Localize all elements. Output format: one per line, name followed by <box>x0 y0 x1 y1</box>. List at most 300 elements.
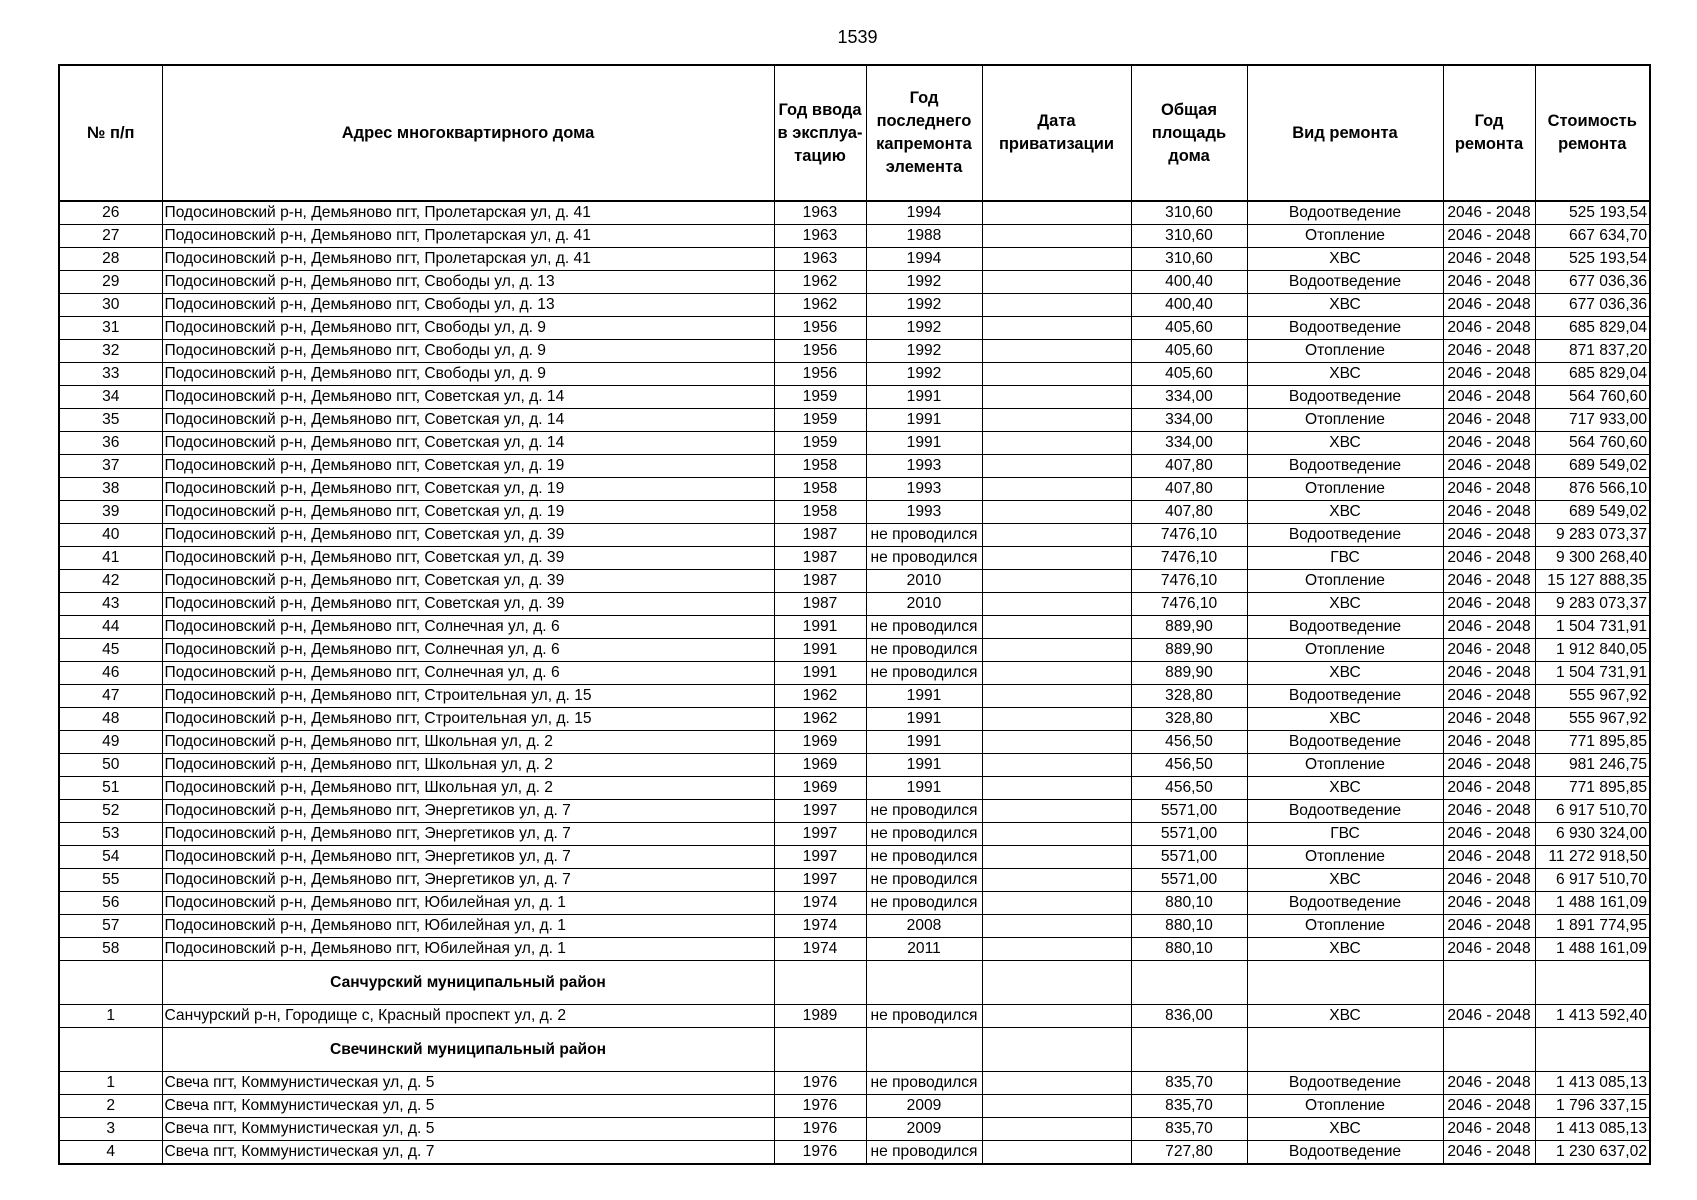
row-year-last-repair: 1991 <box>866 685 982 708</box>
empty-cell <box>1131 961 1247 1005</box>
row-address: Подосиновский р-н, Демьяново пгт, Солнечная ул, д. 6 <box>162 616 774 639</box>
row-repair-year: 2046 - 2048 <box>1443 432 1535 455</box>
row-cost: 689 549,02 <box>1535 501 1650 524</box>
row-cost: 677 036,36 <box>1535 271 1650 294</box>
row-address: Подосиновский р-н, Демьяново пгт, Свободы ул, д. 9 <box>162 340 774 363</box>
repair-register-table <box>58 64 1651 1165</box>
row-address: Подосиновский р-н, Демьяново пгт, Советская ул, д. 14 <box>162 432 774 455</box>
row-cost: 1 504 731,91 <box>1535 616 1650 639</box>
row-cost: 564 760,60 <box>1535 432 1650 455</box>
row-repair-type: ХВС <box>1247 363 1443 386</box>
row-year-last-repair: 1993 <box>866 501 982 524</box>
row-year-last-repair: 1991 <box>866 386 982 409</box>
row-repair-year: 2046 - 2048 <box>1443 1118 1535 1141</box>
row-year-last-repair: не проводился <box>866 892 982 915</box>
row-repair-type: ХВС <box>1247 294 1443 317</box>
row-privatization <box>982 363 1131 386</box>
row-area: 456,50 <box>1131 731 1247 754</box>
row-year-built: 1959 <box>774 409 866 432</box>
row-num: 37 <box>59 455 162 478</box>
row-privatization <box>982 1141 1131 1165</box>
row-privatization <box>982 754 1131 777</box>
row-address: Подосиновский р-н, Демьяново пгт, Пролетарская ул, д. 41 <box>162 201 774 225</box>
row-address: Свеча пгт, Коммунистическая ул, д. 5 <box>162 1095 774 1118</box>
row-repair-year: 2046 - 2048 <box>1443 524 1535 547</box>
row-repair-type: Водоотведение <box>1247 455 1443 478</box>
row-year-last-repair: 1991 <box>866 708 982 731</box>
row-num: 31 <box>59 317 162 340</box>
row-repair-type: Водоотведение <box>1247 201 1443 225</box>
table-row <box>59 685 1650 708</box>
row-year-built: 1962 <box>774 294 866 317</box>
row-area: 835,70 <box>1131 1072 1247 1095</box>
row-repair-type: Отопление <box>1247 570 1443 593</box>
row-num: 43 <box>59 593 162 616</box>
row-address: Подосиновский р-н, Демьяново пгт, Советская ул, д. 39 <box>162 547 774 570</box>
row-area: 407,80 <box>1131 455 1247 478</box>
table-row <box>59 547 1650 570</box>
row-privatization <box>982 708 1131 731</box>
row-num: 52 <box>59 800 162 823</box>
row-address: Подосиновский р-н, Демьяново пгт, Советская ул, д. 14 <box>162 386 774 409</box>
row-year-last-repair: 1993 <box>866 455 982 478</box>
row-repair-type: Отопление <box>1247 478 1443 501</box>
row-area: 328,80 <box>1131 708 1247 731</box>
row-cost: 1 413 085,13 <box>1535 1118 1650 1141</box>
row-address: Свеча пгт, Коммунистическая ул, д. 7 <box>162 1141 774 1165</box>
row-privatization <box>982 1095 1131 1118</box>
row-year-built: 1969 <box>774 731 866 754</box>
row-year-built: 1974 <box>774 915 866 938</box>
row-num: 51 <box>59 777 162 800</box>
empty-cell <box>1247 1028 1443 1072</box>
row-cost: 6 930 324,00 <box>1535 823 1650 846</box>
table-row <box>59 639 1650 662</box>
row-area: 456,50 <box>1131 777 1247 800</box>
row-cost: 1 413 592,40 <box>1535 1005 1650 1028</box>
row-num: 56 <box>59 892 162 915</box>
row-repair-year: 2046 - 2048 <box>1443 662 1535 685</box>
table-row <box>59 708 1650 731</box>
row-privatization <box>982 478 1131 501</box>
row-year-built: 1974 <box>774 892 866 915</box>
row-privatization <box>982 846 1131 869</box>
row-area: 7476,10 <box>1131 570 1247 593</box>
row-year-last-repair: не проводился <box>866 823 982 846</box>
row-address: Подосиновский р-н, Демьяново пгт, Строительная ул, д. 15 <box>162 708 774 731</box>
row-num: 49 <box>59 731 162 754</box>
row-year-last-repair: не проводился <box>866 639 982 662</box>
row-privatization <box>982 616 1131 639</box>
empty-cell <box>1535 961 1650 1005</box>
row-repair-year: 2046 - 2048 <box>1443 938 1535 961</box>
row-year-last-repair: не проводился <box>866 1005 982 1028</box>
table-row <box>59 1118 1650 1141</box>
row-address: Подосиновский р-н, Демьяново пгт, Свободы ул, д. 9 <box>162 317 774 340</box>
row-area: 889,90 <box>1131 639 1247 662</box>
row-year-built: 1969 <box>774 754 866 777</box>
header-num: № п/п <box>59 65 162 201</box>
row-num: 34 <box>59 386 162 409</box>
row-repair-type: Водоотведение <box>1247 800 1443 823</box>
row-repair-year: 2046 - 2048 <box>1443 570 1535 593</box>
row-area: 334,00 <box>1131 432 1247 455</box>
row-address: Подосиновский р-н, Демьяново пгт, Свободы ул, д. 13 <box>162 271 774 294</box>
row-privatization <box>982 570 1131 593</box>
row-repair-type: ХВС <box>1247 432 1443 455</box>
row-cost: 871 837,20 <box>1535 340 1650 363</box>
empty-cell <box>774 1028 866 1072</box>
row-privatization <box>982 294 1131 317</box>
row-year-last-repair: не проводился <box>866 524 982 547</box>
empty-cell <box>1535 1028 1650 1072</box>
table-row <box>59 846 1650 869</box>
row-year-built: 1963 <box>774 248 866 271</box>
row-year-built: 1963 <box>774 225 866 248</box>
row-cost: 1 796 337,15 <box>1535 1095 1650 1118</box>
row-num: 44 <box>59 616 162 639</box>
row-area: 836,00 <box>1131 1005 1247 1028</box>
row-repair-year: 2046 - 2048 <box>1443 225 1535 248</box>
header-year-built: Год ввода в эксплуа-тацию <box>774 65 866 201</box>
table-row <box>59 869 1650 892</box>
table-row <box>59 340 1650 363</box>
row-repair-year: 2046 - 2048 <box>1443 201 1535 225</box>
row-area: 5571,00 <box>1131 800 1247 823</box>
row-num: 42 <box>59 570 162 593</box>
row-year-built: 1987 <box>774 547 866 570</box>
row-num: 55 <box>59 869 162 892</box>
empty-cell <box>59 1028 162 1072</box>
row-num: 29 <box>59 271 162 294</box>
row-privatization <box>982 409 1131 432</box>
row-year-built: 1989 <box>774 1005 866 1028</box>
row-address: Подосиновский р-н, Демьяново пгт, Энергетиков ул, д. 7 <box>162 800 774 823</box>
row-num: 47 <box>59 685 162 708</box>
row-repair-year: 2046 - 2048 <box>1443 846 1535 869</box>
row-num: 36 <box>59 432 162 455</box>
row-num: 30 <box>59 294 162 317</box>
row-privatization <box>982 685 1131 708</box>
row-year-built: 1991 <box>774 662 866 685</box>
row-area: 405,60 <box>1131 317 1247 340</box>
row-address: Подосиновский р-н, Демьяново пгт, Строительная ул, д. 15 <box>162 685 774 708</box>
row-area: 334,00 <box>1131 409 1247 432</box>
row-repair-type: Отопление <box>1247 915 1443 938</box>
table-row <box>59 201 1650 225</box>
table-row <box>59 524 1650 547</box>
row-repair-year: 2046 - 2048 <box>1443 386 1535 409</box>
row-repair-type: Отопление <box>1247 225 1443 248</box>
row-repair-year: 2046 - 2048 <box>1443 547 1535 570</box>
table-row <box>59 1141 1650 1165</box>
row-address: Подосиновский р-н, Демьяново пгт, Советская ул, д. 39 <box>162 570 774 593</box>
row-address: Подосиновский р-н, Демьяново пгт, Юбилейная ул, д. 1 <box>162 892 774 915</box>
row-repair-year: 2046 - 2048 <box>1443 593 1535 616</box>
row-address: Подосиновский р-н, Демьяново пгт, Солнечная ул, д. 6 <box>162 662 774 685</box>
row-repair-year: 2046 - 2048 <box>1443 708 1535 731</box>
row-cost: 981 246,75 <box>1535 754 1650 777</box>
row-repair-type: Водоотведение <box>1247 731 1443 754</box>
row-num: 4 <box>59 1141 162 1165</box>
row-area: 7476,10 <box>1131 547 1247 570</box>
row-privatization <box>982 915 1131 938</box>
row-year-last-repair: 1994 <box>866 248 982 271</box>
row-year-built: 1997 <box>774 846 866 869</box>
row-address: Подосиновский р-н, Демьяново пгт, Свободы ул, д. 13 <box>162 294 774 317</box>
row-address: Подосиновский р-н, Демьяново пгт, Советская ул, д. 39 <box>162 524 774 547</box>
header-repair-year: Год ремонта <box>1443 65 1535 201</box>
row-repair-type: Отопление <box>1247 846 1443 869</box>
row-cost: 689 549,02 <box>1535 455 1650 478</box>
row-repair-type: Водоотведение <box>1247 524 1443 547</box>
row-num: 38 <box>59 478 162 501</box>
row-area: 5571,00 <box>1131 846 1247 869</box>
row-privatization <box>982 593 1131 616</box>
row-num: 46 <box>59 662 162 685</box>
row-address: Подосиновский р-н, Демьяново пгт, Советская ул, д. 19 <box>162 455 774 478</box>
row-address: Подосиновский р-н, Демьяново пгт, Солнечная ул, д. 6 <box>162 639 774 662</box>
table-row <box>59 432 1650 455</box>
row-cost: 1 488 161,09 <box>1535 938 1650 961</box>
row-area: 880,10 <box>1131 938 1247 961</box>
row-repair-year: 2046 - 2048 <box>1443 892 1535 915</box>
row-address: Подосиновский р-н, Демьяново пгт, Школьная ул, д. 2 <box>162 731 774 754</box>
row-area: 310,60 <box>1131 201 1247 225</box>
table-row <box>59 616 1650 639</box>
row-year-last-repair: 1991 <box>866 777 982 800</box>
empty-cell <box>1131 1028 1247 1072</box>
table-row <box>59 800 1650 823</box>
row-year-last-repair: 2008 <box>866 915 982 938</box>
empty-cell <box>982 961 1131 1005</box>
row-num: 32 <box>59 340 162 363</box>
row-privatization <box>982 386 1131 409</box>
row-repair-year: 2046 - 2048 <box>1443 363 1535 386</box>
table-row <box>59 317 1650 340</box>
row-privatization <box>982 892 1131 915</box>
row-repair-type: ХВС <box>1247 869 1443 892</box>
row-repair-year: 2046 - 2048 <box>1443 248 1535 271</box>
row-repair-type: Отопление <box>1247 754 1443 777</box>
row-year-built: 1987 <box>774 524 866 547</box>
row-address: Подосиновский р-н, Демьяново пгт, Советская ул, д. 19 <box>162 478 774 501</box>
row-cost: 9 283 073,37 <box>1535 593 1650 616</box>
row-repair-year: 2046 - 2048 <box>1443 409 1535 432</box>
table-row <box>59 1095 1650 1118</box>
row-cost: 685 829,04 <box>1535 363 1650 386</box>
row-privatization <box>982 547 1131 570</box>
row-num: 3 <box>59 1118 162 1141</box>
row-privatization <box>982 800 1131 823</box>
row-area: 405,60 <box>1131 340 1247 363</box>
row-cost: 555 967,92 <box>1535 708 1650 731</box>
row-repair-type: Отопление <box>1247 340 1443 363</box>
row-privatization <box>982 524 1131 547</box>
row-privatization <box>982 455 1131 478</box>
header-cost: Стоимость ремонта <box>1535 65 1650 201</box>
row-privatization <box>982 777 1131 800</box>
row-address: Подосиновский р-н, Демьяново пгт, Советская ул, д. 19 <box>162 501 774 524</box>
row-num: 1 <box>59 1072 162 1095</box>
row-cost: 525 193,54 <box>1535 201 1650 225</box>
row-year-built: 1956 <box>774 340 866 363</box>
row-year-last-repair: 2009 <box>866 1118 982 1141</box>
row-privatization <box>982 501 1131 524</box>
row-area: 880,10 <box>1131 915 1247 938</box>
row-repair-year: 2046 - 2048 <box>1443 869 1535 892</box>
table-row <box>59 478 1650 501</box>
table-row <box>59 938 1650 961</box>
row-area: 727,80 <box>1131 1141 1247 1165</box>
row-cost: 685 829,04 <box>1535 317 1650 340</box>
row-year-last-repair: не проводился <box>866 800 982 823</box>
row-year-built: 1976 <box>774 1118 866 1141</box>
empty-cell <box>59 961 162 1005</box>
row-area: 334,00 <box>1131 386 1247 409</box>
table-row <box>59 570 1650 593</box>
row-privatization <box>982 1118 1131 1141</box>
row-area: 835,70 <box>1131 1095 1247 1118</box>
row-year-last-repair: 2011 <box>866 938 982 961</box>
row-year-last-repair: 1991 <box>866 409 982 432</box>
row-area: 456,50 <box>1131 754 1247 777</box>
row-privatization <box>982 201 1131 225</box>
row-num: 39 <box>59 501 162 524</box>
row-address: Подосиновский р-н, Демьяново пгт, Школьная ул, д. 2 <box>162 754 774 777</box>
row-cost: 876 566,10 <box>1535 478 1650 501</box>
row-cost: 6 917 510,70 <box>1535 869 1650 892</box>
row-repair-type: ХВС <box>1247 1005 1443 1028</box>
row-num: 57 <box>59 915 162 938</box>
row-num: 1 <box>59 1005 162 1028</box>
row-privatization <box>982 317 1131 340</box>
row-repair-type: Отопление <box>1247 639 1443 662</box>
row-repair-year: 2046 - 2048 <box>1443 1005 1535 1028</box>
table-row <box>59 363 1650 386</box>
row-repair-year: 2046 - 2048 <box>1443 639 1535 662</box>
row-year-last-repair: 1992 <box>866 294 982 317</box>
row-year-built: 1991 <box>774 616 866 639</box>
row-num: 27 <box>59 225 162 248</box>
row-repair-year: 2046 - 2048 <box>1443 823 1535 846</box>
row-area: 400,40 <box>1131 294 1247 317</box>
row-repair-type: Водоотведение <box>1247 1141 1443 1165</box>
empty-cell <box>866 1028 982 1072</box>
row-year-built: 1959 <box>774 386 866 409</box>
row-year-built: 1956 <box>774 363 866 386</box>
row-num: 40 <box>59 524 162 547</box>
empty-cell <box>1443 961 1535 1005</box>
row-repair-type: ХВС <box>1247 1118 1443 1141</box>
row-area: 7476,10 <box>1131 524 1247 547</box>
row-year-built: 1963 <box>774 201 866 225</box>
row-area: 7476,10 <box>1131 593 1247 616</box>
row-cost: 771 895,85 <box>1535 777 1650 800</box>
district-header-row <box>59 961 1650 1005</box>
row-year-last-repair: 2010 <box>866 570 982 593</box>
row-area: 889,90 <box>1131 662 1247 685</box>
row-repair-type: ХВС <box>1247 777 1443 800</box>
row-cost: 1 413 085,13 <box>1535 1072 1650 1095</box>
row-address: Санчурский р-н, Городище с, Красный проспект ул, д. 2 <box>162 1005 774 1028</box>
row-year-last-repair: 1991 <box>866 754 982 777</box>
row-repair-year: 2046 - 2048 <box>1443 915 1535 938</box>
row-area: 400,40 <box>1131 271 1247 294</box>
row-year-built: 1959 <box>774 432 866 455</box>
row-cost: 667 634,70 <box>1535 225 1650 248</box>
row-year-built: 1958 <box>774 455 866 478</box>
row-year-built: 1991 <box>774 639 866 662</box>
row-year-last-repair: не проводился <box>866 869 982 892</box>
row-cost: 717 933,00 <box>1535 409 1650 432</box>
header-row <box>59 65 1650 201</box>
row-privatization <box>982 731 1131 754</box>
row-cost: 525 193,54 <box>1535 248 1650 271</box>
row-repair-type: ХВС <box>1247 501 1443 524</box>
table-row <box>59 777 1650 800</box>
row-repair-year: 2046 - 2048 <box>1443 616 1535 639</box>
table-row <box>59 409 1650 432</box>
row-num: 53 <box>59 823 162 846</box>
row-year-last-repair: 1992 <box>866 271 982 294</box>
row-address: Свеча пгт, Коммунистическая ул, д. 5 <box>162 1118 774 1141</box>
row-year-last-repair: 1994 <box>866 201 982 225</box>
row-num: 41 <box>59 547 162 570</box>
row-area: 310,60 <box>1131 248 1247 271</box>
row-num: 58 <box>59 938 162 961</box>
row-year-built: 1997 <box>774 800 866 823</box>
row-repair-year: 2046 - 2048 <box>1443 501 1535 524</box>
row-year-built: 1962 <box>774 708 866 731</box>
row-year-last-repair: не проводился <box>866 616 982 639</box>
row-num: 54 <box>59 846 162 869</box>
header-year-last-repair: Год последнего капремонта элемента <box>866 65 982 201</box>
row-area: 310,60 <box>1131 225 1247 248</box>
table-row <box>59 915 1650 938</box>
row-repair-type: ГВС <box>1247 823 1443 846</box>
row-address: Подосиновский р-н, Демьяново пгт, Пролетарская ул, д. 41 <box>162 248 774 271</box>
row-address: Подосиновский р-н, Демьяново пгт, Энергетиков ул, д. 7 <box>162 846 774 869</box>
row-repair-year: 2046 - 2048 <box>1443 478 1535 501</box>
row-year-built: 1997 <box>774 823 866 846</box>
table-row <box>59 386 1650 409</box>
table-row <box>59 731 1650 754</box>
row-num: 50 <box>59 754 162 777</box>
row-cost: 555 967,92 <box>1535 685 1650 708</box>
table-row <box>59 271 1650 294</box>
row-year-last-repair: 2010 <box>866 593 982 616</box>
header-privatization: Дата приватизации <box>982 65 1131 201</box>
empty-cell <box>1443 1028 1535 1072</box>
table-row <box>59 248 1650 271</box>
row-area: 880,10 <box>1131 892 1247 915</box>
row-year-built: 1956 <box>774 317 866 340</box>
row-year-last-repair: не проводился <box>866 1072 982 1095</box>
row-cost: 1 891 774,95 <box>1535 915 1650 938</box>
row-area: 405,60 <box>1131 363 1247 386</box>
row-cost: 564 760,60 <box>1535 386 1650 409</box>
row-cost: 1 912 840,05 <box>1535 639 1650 662</box>
row-num: 33 <box>59 363 162 386</box>
row-area: 835,70 <box>1131 1118 1247 1141</box>
table-row <box>59 823 1650 846</box>
row-year-last-repair: 2009 <box>866 1095 982 1118</box>
row-privatization <box>982 823 1131 846</box>
row-privatization <box>982 248 1131 271</box>
row-repair-year: 2046 - 2048 <box>1443 754 1535 777</box>
row-year-built: 1987 <box>774 593 866 616</box>
